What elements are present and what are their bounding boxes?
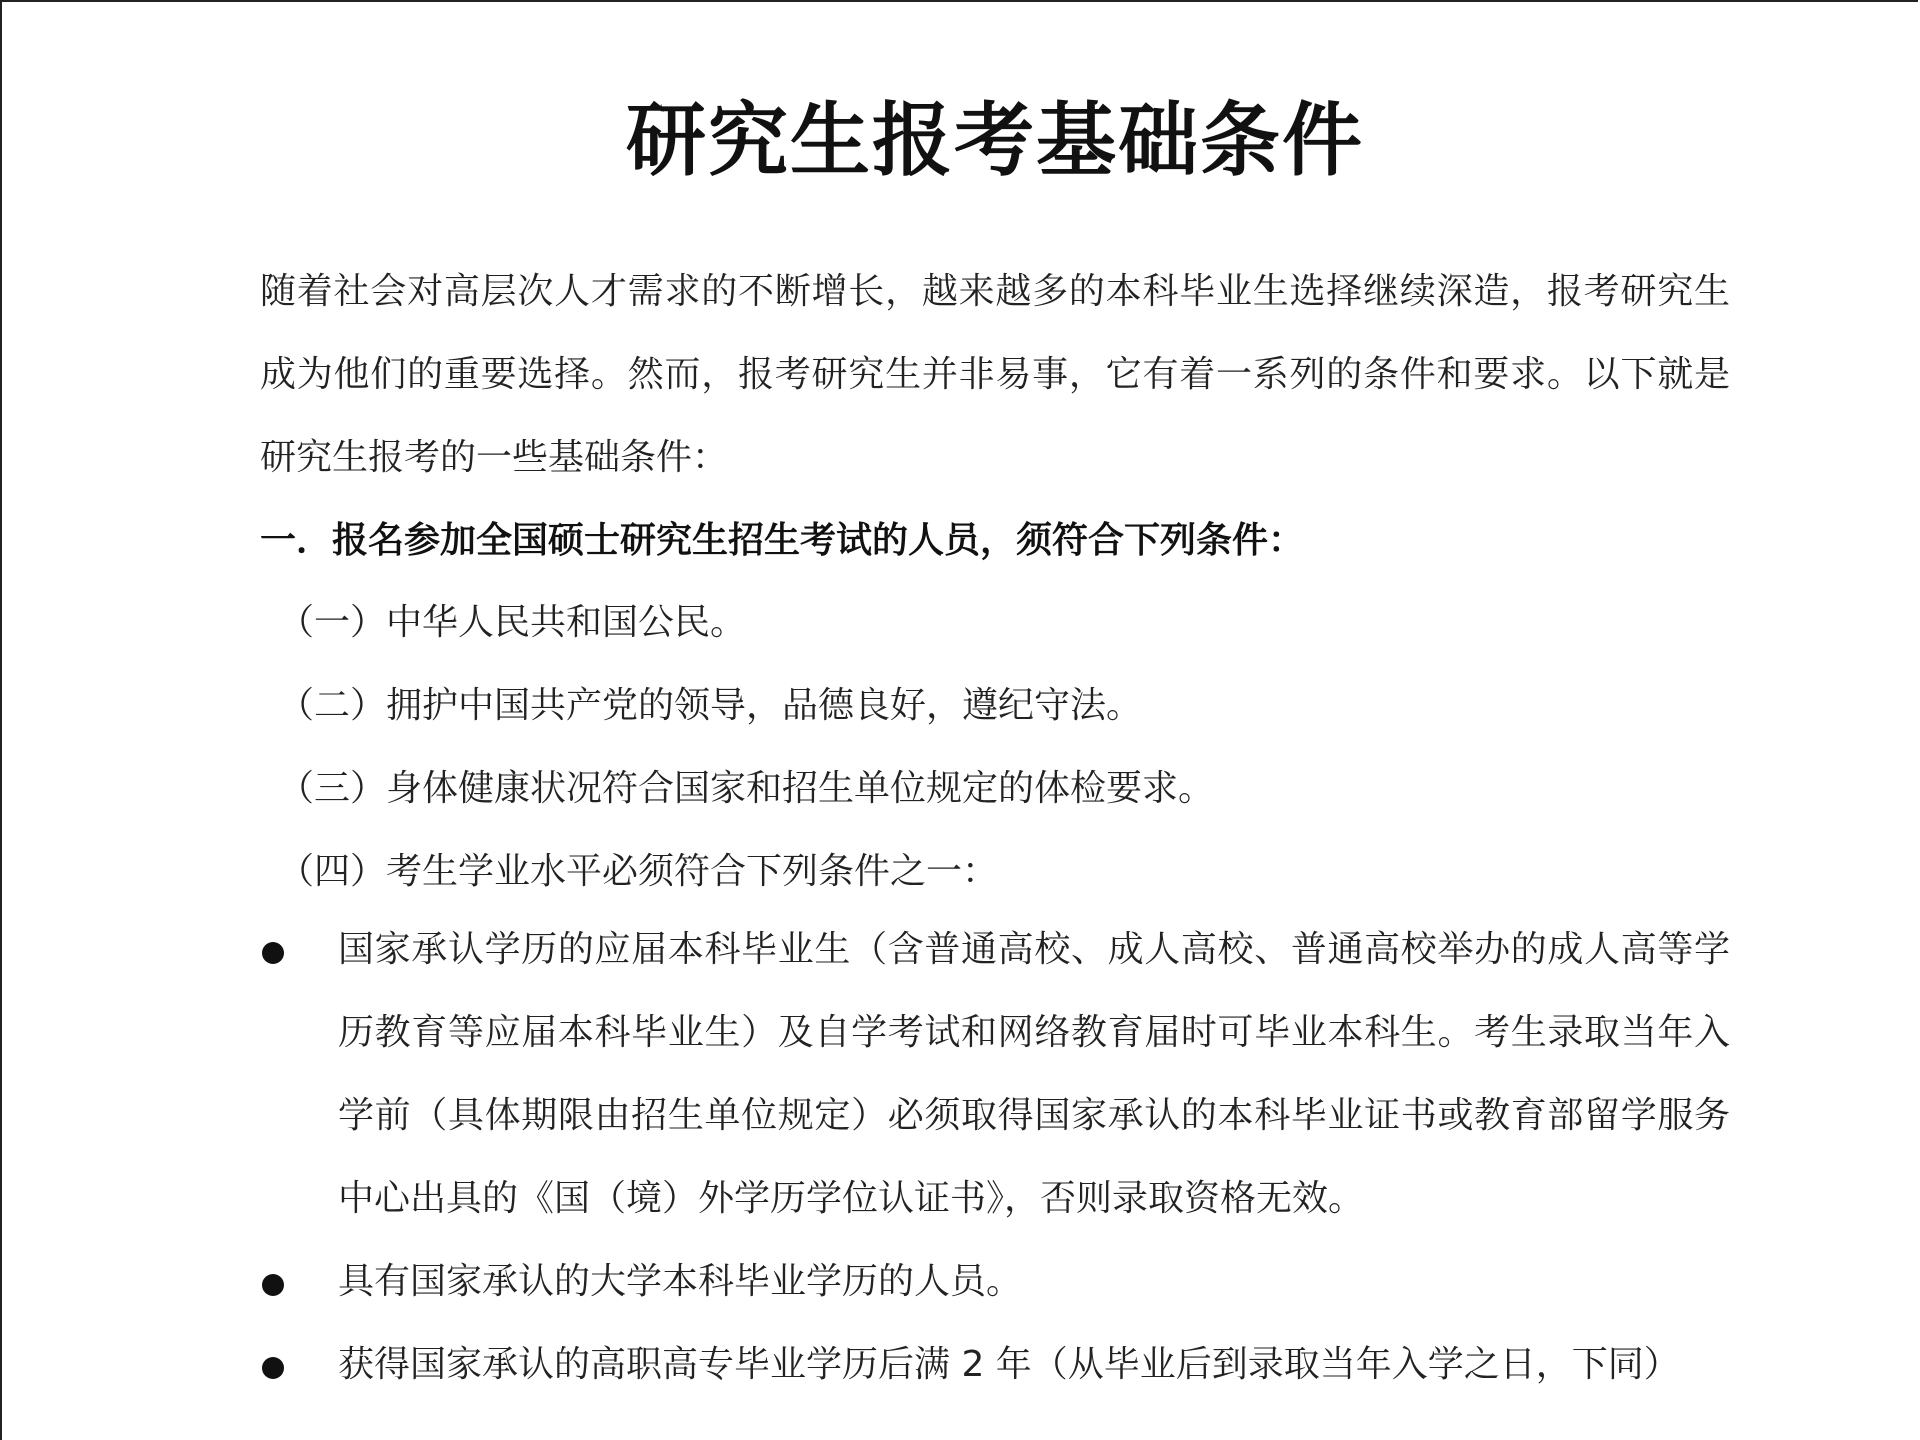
- bullet-icon: [262, 1357, 284, 1379]
- bullet-item: 获得国家承认的高职高专毕业学历后满 2 年（从毕业后到录取当年入学之日，下同）: [338, 1344, 1680, 1385]
- condition-item: （一）中华人民共和国公民。: [278, 602, 747, 643]
- intro-paragraph: 随着社会对高层次人才需求的不断增长，越来越多的本科毕业生选择继续深造，报考研究生成为他们的重要选择。然而，报考研究生并非易事，它有着一系列的条件和要求。以下就是研究生报考的一些基础条件：: [260, 271, 1730, 478]
- condition-item: （四）考生学业水平必须符合下列条件之一：: [278, 851, 999, 892]
- bullet-item: 具有国家承认的大学本科毕业学历的人员。: [338, 1261, 1023, 1302]
- bullet-icon: [262, 942, 284, 964]
- document-title: 研究生报考基础条件: [626, 94, 1364, 187]
- condition-item: （三）身体健康状况符合国家和招生单位规定的体检要求。: [278, 768, 1215, 809]
- condition-item: （二）拥护中国共产党的领导，品德良好，遵纪守法。: [278, 685, 1143, 726]
- bullet-item: 国家承认学历的应届本科毕业生（含普通高校、成人高校、普通高校举办的成人高等学历教育等应届本科毕业生）及自学考试和网络教育届时可毕业本科生。考生录取当年入学前（具体期限由招生单位规定）必须取得国家承认的本科毕业证书或教育部留学服务中心出具的《国（境）外学历学位认证书》，否则录取资格无效。: [338, 929, 1730, 1219]
- section-heading: 一．报名参加全国硕士研究生招生考试的人员，须符合下列条件：: [260, 520, 1305, 561]
- bullet-icon: [262, 1274, 284, 1296]
